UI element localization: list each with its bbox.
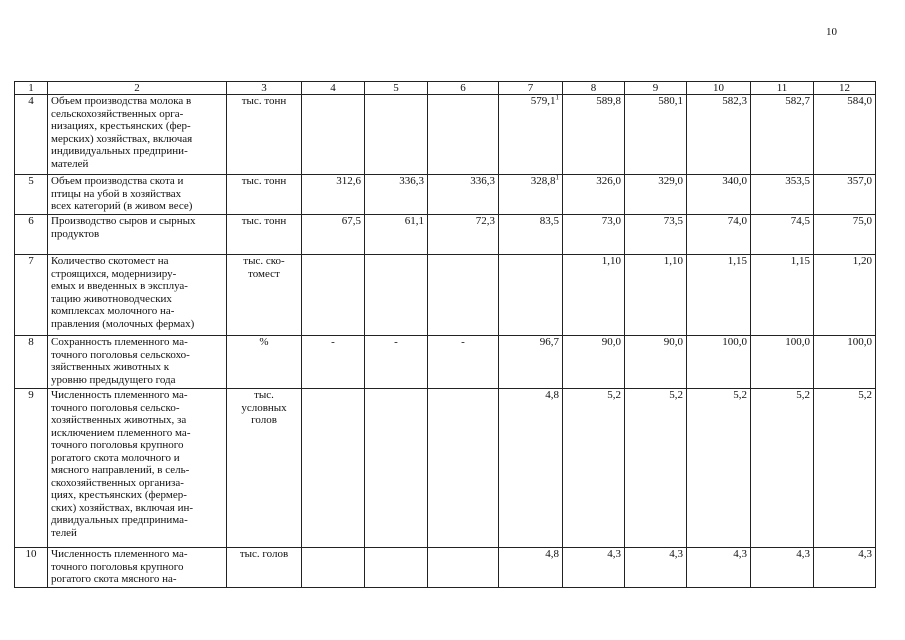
row-number-cell: 10 [15,548,48,588]
value-cell [428,336,499,389]
value-cell [751,389,814,548]
value-cell [751,215,814,255]
value-text: 326,0 [596,175,621,187]
value-cell [499,548,563,588]
value-cell [687,389,751,548]
table-row [15,255,876,336]
value-cell [687,336,751,389]
unit-cell: тыс. условных голов [227,389,302,548]
unit-cell: тыс. голов [227,548,302,588]
value-cell [302,175,365,215]
indicator-name-cell: Численность племенного ма- точного поголовья сельско- хозяйственных животных, за исключением племенного ма- точного поголовья крупного рогатого скота молочного и мясного направлений, в сель- скохозяйственных организа- циях, крестьянских (фермер- ских) хозяйствах, включая ин- дивидуальных предпринима- телей [48,389,227,548]
value-cell [365,175,428,215]
value-cell [499,336,563,389]
value-cell [751,255,814,336]
value-text: 336,3 [470,175,495,187]
value-text: 4,3 [796,548,810,560]
value-cell [302,255,365,336]
indicator-name-cell: Численность племенного ма- точного поголовья крупного рогатого скота мясного на- [48,548,227,588]
value-cell [751,336,814,389]
value-text: 90,0 [663,336,683,348]
row-number-cell: 6 [15,215,48,255]
value-text: 312,6 [336,175,361,187]
value-cell [365,255,428,336]
footnote-marker: 1 [555,94,559,102]
value-text: 100,0 [785,336,810,348]
value-text: 329,0 [658,175,683,187]
value-cell [428,548,499,588]
value-text: 4,3 [607,548,621,560]
value-text: - [394,336,398,348]
table-row [15,548,876,588]
value-cell [428,175,499,215]
column-header: 2 [48,82,227,95]
value-cell [428,255,499,336]
indicator-name-cell: Количество скотомест на строящихся, модернизиру- емых и введенных в эксплуа- тацию животноводческих комплексах молочного на- правления (молочных фермах) [48,255,227,336]
value-text: 580,1 [658,95,683,107]
value-text: 340,0 [722,175,747,187]
value-cell [563,95,625,175]
table-row [15,336,876,389]
value-cell [625,548,687,588]
value-text: 100,0 [847,336,872,348]
unit-cell: тыс. тонн [227,175,302,215]
value-text: 4,8 [545,548,559,560]
value-cell [563,215,625,255]
column-header: 10 [687,82,751,95]
value-cell [625,95,687,175]
column-header: 3 [227,82,302,95]
value-text: 584,0 [847,95,872,107]
value-cell [428,95,499,175]
value-cell [563,389,625,548]
value-text: 1,20 [852,255,872,267]
value-text: 73,5 [663,215,683,227]
row-number-cell: 4 [15,95,48,175]
value-cell [814,255,876,336]
page-number: 10 [826,26,837,38]
value-text: 4,8 [545,389,559,401]
column-header: 9 [625,82,687,95]
value-text: 73,0 [601,215,621,227]
value-cell [814,548,876,588]
indicators-table [14,81,876,588]
value-cell [751,95,814,175]
value-cell [687,255,751,336]
value-text: 1,10 [601,255,621,267]
value-text: 5,2 [607,389,621,401]
value-text: - [461,336,465,348]
value-cell [428,215,499,255]
value-text: 1,10 [663,255,683,267]
value-text: 589,8 [596,95,621,107]
value-cell [499,95,563,175]
value-text: 74,0 [727,215,747,227]
row-number-cell: 9 [15,389,48,548]
value-text: 67,5 [341,215,361,227]
value-cell [625,255,687,336]
value-cell [499,175,563,215]
table-row [15,95,876,175]
indicator-name-cell: Производство сыров и сырных продуктов [48,215,227,255]
value-cell [365,336,428,389]
value-cell [365,548,428,588]
value-cell [687,95,751,175]
value-cell [302,336,365,389]
value-cell [499,255,563,336]
value-cell [751,175,814,215]
value-text: 5,2 [858,389,872,401]
column-header: 8 [563,82,625,95]
unit-cell: % [227,336,302,389]
value-cell [814,389,876,548]
value-text: 336,3 [399,175,424,187]
value-text: 100,0 [722,336,747,348]
value-cell [814,95,876,175]
value-cell [302,389,365,548]
unit-cell: тыс. тонн [227,215,302,255]
row-number-cell: 7 [15,255,48,336]
value-text: 83,5 [539,215,559,227]
value-cell [563,175,625,215]
value-text: 72,3 [475,215,495,227]
value-text: 328,8 [530,175,556,187]
value-text: 353,5 [785,175,810,187]
table-row [15,389,876,548]
value-cell [687,548,751,588]
value-text: 4,3 [858,548,872,560]
value-text: 582,3 [722,95,747,107]
column-header: 11 [751,82,814,95]
value-text: 5,2 [669,389,683,401]
value-cell [365,215,428,255]
value-text: 579,1 [530,95,556,107]
value-cell [499,215,563,255]
unit-cell: тыс. тонн [227,95,302,175]
value-text: 1,15 [790,255,810,267]
value-cell [687,215,751,255]
column-header: 7 [499,82,563,95]
value-cell [563,255,625,336]
value-cell [563,336,625,389]
column-header: 12 [814,82,876,95]
value-cell [625,215,687,255]
value-cell [428,389,499,548]
value-text: 582,7 [785,95,810,107]
value-cell [563,548,625,588]
table-row [15,215,876,255]
value-cell [625,175,687,215]
value-text: 75,0 [852,215,872,227]
value-cell [814,336,876,389]
value-cell [687,175,751,215]
table-header-row [15,82,876,95]
value-text: 61,1 [404,215,424,227]
value-text: 74,5 [790,215,810,227]
value-text: 5,2 [796,389,810,401]
value-cell [814,215,876,255]
value-text: 357,0 [847,175,872,187]
table-row [15,175,876,215]
value-text: 90,0 [601,336,621,348]
value-cell [302,95,365,175]
column-header: 4 [302,82,365,95]
indicator-name-cell: Объем производства скота и птицы на убой в хозяйствах всех категорий (в живом весе) [48,175,227,215]
value-cell [365,389,428,548]
value-cell [625,336,687,389]
footnote-marker: 1 [555,174,559,182]
value-text: 1,15 [727,255,747,267]
value-cell [814,175,876,215]
unit-cell: тыс. ско- томест [227,255,302,336]
value-text: 5,2 [733,389,747,401]
value-cell [625,389,687,548]
value-cell [302,215,365,255]
value-text: 4,3 [669,548,683,560]
value-text: 4,3 [733,548,747,560]
column-header: 1 [15,82,48,95]
value-cell [751,548,814,588]
value-text: 96,7 [539,336,559,348]
value-cell [499,389,563,548]
indicator-name-cell: Сохранность племенного ма- точного поголовья сельскохо- зяйственных животных к уровню предыдущего года [48,336,227,389]
column-header: 5 [365,82,428,95]
value-text: - [331,336,335,348]
value-cell [302,548,365,588]
column-header: 6 [428,82,499,95]
value-cell [365,95,428,175]
row-number-cell: 8 [15,336,48,389]
indicator-name-cell: Объем производства молока в сельскохозяйственных орга- низациях, крестьянских (фер- мерских) хозяйствах, включая индивидуальных предприни- мателей [48,95,227,175]
row-number-cell: 5 [15,175,48,215]
